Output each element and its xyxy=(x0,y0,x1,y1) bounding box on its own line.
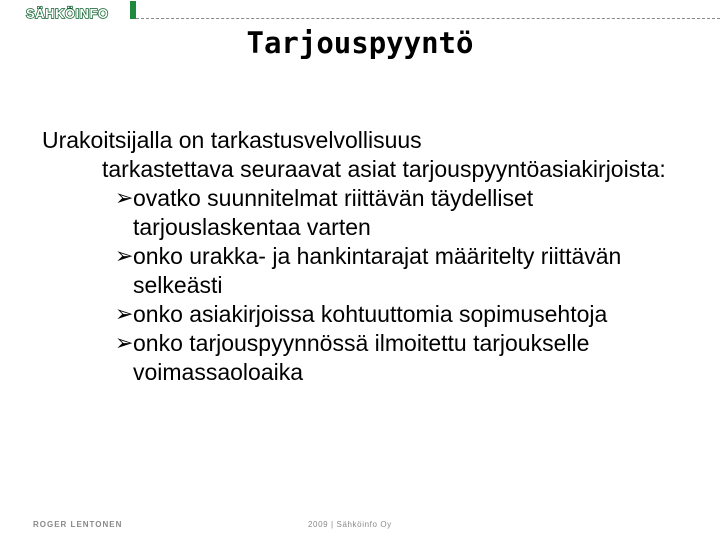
bullet-list xyxy=(42,184,682,387)
lead-text-line-2: tarkastettava seuraavat asiat tarjouspyyntöasiakirjoista: xyxy=(102,156,666,182)
bullet-text: ovatko suunnitelmat riittävän täydelliset tarjouslaskentaa varten xyxy=(133,185,534,240)
arrow-bullet-icon: ➢ xyxy=(115,302,134,327)
logo-accent-bar xyxy=(130,1,136,19)
bullet-text: onko urakka- ja hankintarajat määritelty riittävän selkeästi xyxy=(133,243,622,298)
bullet-item xyxy=(116,184,682,242)
footer-author: ROGER LENTONEN xyxy=(33,520,123,529)
bullet-text: onko tarjouspyynnössä ilmoitettu tarjoukselle voimassaoloaika xyxy=(133,330,590,385)
bullet-item xyxy=(116,329,682,387)
arrow-bullet-icon: ➢ xyxy=(115,186,134,211)
lead-text-line-1: Urakoitsijalla on tarkastusvelvollisuus xyxy=(42,127,422,153)
arrow-bullet-icon: ➢ xyxy=(115,244,134,269)
arrow-bullet-icon: ➢ xyxy=(115,331,134,356)
header-divider xyxy=(136,18,720,19)
slide-title: Tarjouspyyntö xyxy=(246,26,474,60)
logo-text: SÄHKÖINFO xyxy=(26,5,109,21)
bullet-item xyxy=(116,300,682,329)
slide-content xyxy=(42,126,682,387)
footer-copyright: 2009 | Sähköinfo Oy xyxy=(308,520,392,529)
sahkoinfo-logo xyxy=(26,4,109,22)
bullet-text: onko asiakirjoissa kohtuuttomia sopimusehtoja xyxy=(133,301,608,327)
bullet-item xyxy=(116,242,682,300)
